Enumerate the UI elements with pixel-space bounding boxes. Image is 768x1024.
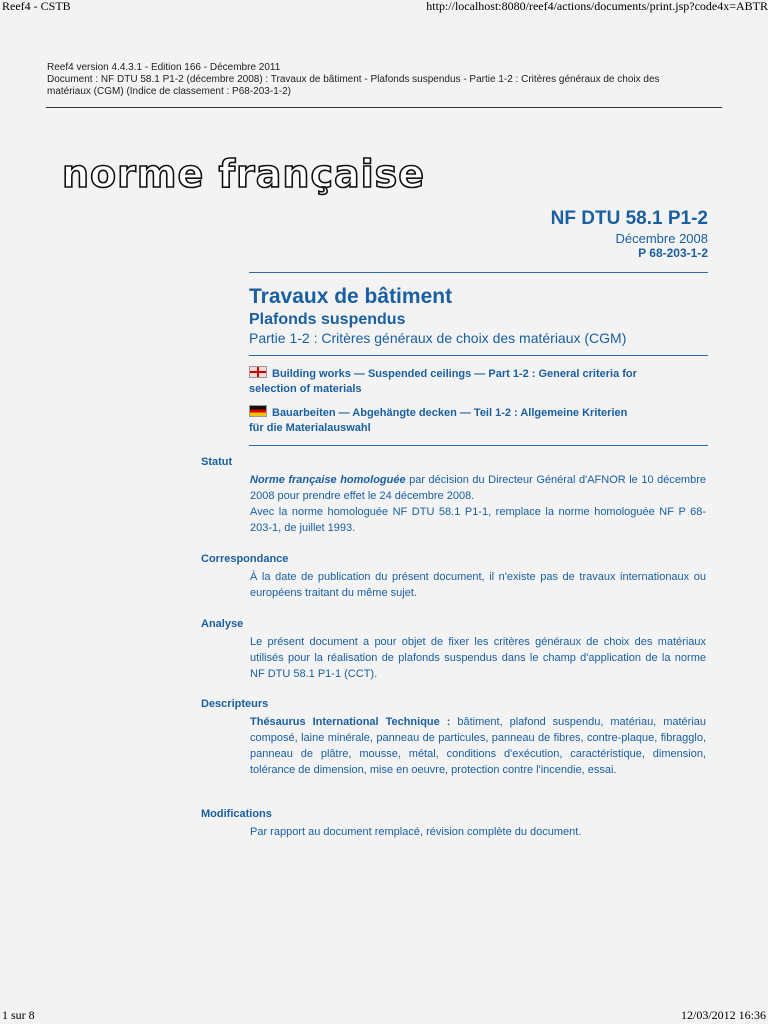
english-title <box>249 366 704 397</box>
german-title-line-1: Bauarbeiten — Abgehängte decken — Teil 1-2 : Allgemeine Kriterien <box>272 407 628 419</box>
document-part: Partie 1-2 : Critères généraux de choix des matériaux (CGM) <box>249 330 627 346</box>
standard-reference <box>551 207 708 261</box>
german-flag-icon <box>249 405 267 417</box>
section-label-descripteurs: Descripteurs <box>201 698 269 710</box>
statut-text-2: Avec la norme homologuée NF DTU 58.1 P1-1, remplace la norme homologuée NF P 68-203-1, de juillet 1993. <box>250 506 706 534</box>
page-counter: 1 sur 8 <box>2 1008 35 1022</box>
standard-code: NF DTU 58.1 P1-2 <box>550 208 708 229</box>
descripteurs-text: bâtiment, plafond suspendu, matériau, matériau composé, laine minérale, panneau de particules, panneau de fibres, contre-plaque, fibragglo, panneau de plâtre, mousse, métal, conditions d'exécution, caractéristique, dimension, tolérance de dimension, mise en oeuvre, protection contre l'incendie, essai. <box>250 716 707 776</box>
divider <box>249 355 708 356</box>
print-header-title: Reef4 - CSTB <box>2 0 71 13</box>
correspondance-text: À la date de publication du présent document, il n'existe pas de travaux internationaux ou européens traitant du même sujet. <box>250 571 706 599</box>
norme-francaise-logo: norme française <box>62 152 426 196</box>
section-body-modifications <box>250 824 706 840</box>
section-body-correspondance <box>250 569 706 601</box>
print-timestamp: 12/03/2012 16:36 <box>680 1008 766 1022</box>
section-label-analyse: Analyse <box>201 618 244 630</box>
section-body-statut <box>250 472 706 536</box>
divider <box>249 445 708 446</box>
top-divider <box>46 107 722 108</box>
divider <box>249 272 708 273</box>
section-label-modifications: Modifications <box>201 808 272 820</box>
statut-text: par décision du Directeur Général d'AFNOR le 10 décembre 2008 pour prendre effet le 24 décembre 2008. <box>250 474 706 502</box>
document-title: Travaux de bâtiment <box>249 285 453 308</box>
analyse-text: Le présent document a pour objet de fixer les critères généraux de choix des matériaux utilisés pour la réalisation de plafonds suspendus dans le champ d'application de la norme NF DTU 58.1 P1-1 (CCT). <box>250 636 706 680</box>
statut-emphasis: Norme française homologuée <box>250 474 406 486</box>
document-line-1: Document : NF DTU 58.1 P1-2 (décembre 2008) : Travaux de bâtiment - Plafonds suspendus - Partie 1-2 : Critères généraux de choix des <box>47 74 660 85</box>
document-title-block <box>249 284 626 347</box>
german-title-line-2: für die Materialauswahl <box>249 422 371 434</box>
section-label-statut: Statut <box>201 456 233 468</box>
standard-date: Décembre 2008 <box>615 231 708 246</box>
version-line: Reef4 version 4.4.3.1 - Edition 166 - Décembre 2011 <box>47 62 281 73</box>
modifications-text: Par rapport au document remplacé, révision complète du document. <box>250 826 582 838</box>
document-subtitle: Plafonds suspendus <box>249 311 406 328</box>
section-body-analyse <box>250 634 706 682</box>
print-footer <box>0 1010 768 1024</box>
uk-flag-icon <box>249 366 267 378</box>
document-line-2: matériaux (CGM) (Indice de classement : P68-203-1-2) <box>47 86 291 97</box>
section-body-descripteurs <box>250 714 706 778</box>
english-title-line-1: Building works — Suspended ceilings — Part 1-2 : General criteria for <box>272 368 637 380</box>
document-meta <box>47 62 727 98</box>
descripteurs-thesaurus: Thésaurus International Technique : <box>250 716 451 728</box>
section-label-correspondance: Correspondance <box>201 553 289 565</box>
print-header <box>0 0 768 14</box>
print-header-url: http://localhost:8080/reef4/actions/documents/print.jsp?code4x=ABTR <box>426 0 768 13</box>
german-title <box>249 405 704 436</box>
english-title-line-2: selection of materials <box>249 383 362 395</box>
classification-index: P 68-203-1-2 <box>638 246 708 260</box>
